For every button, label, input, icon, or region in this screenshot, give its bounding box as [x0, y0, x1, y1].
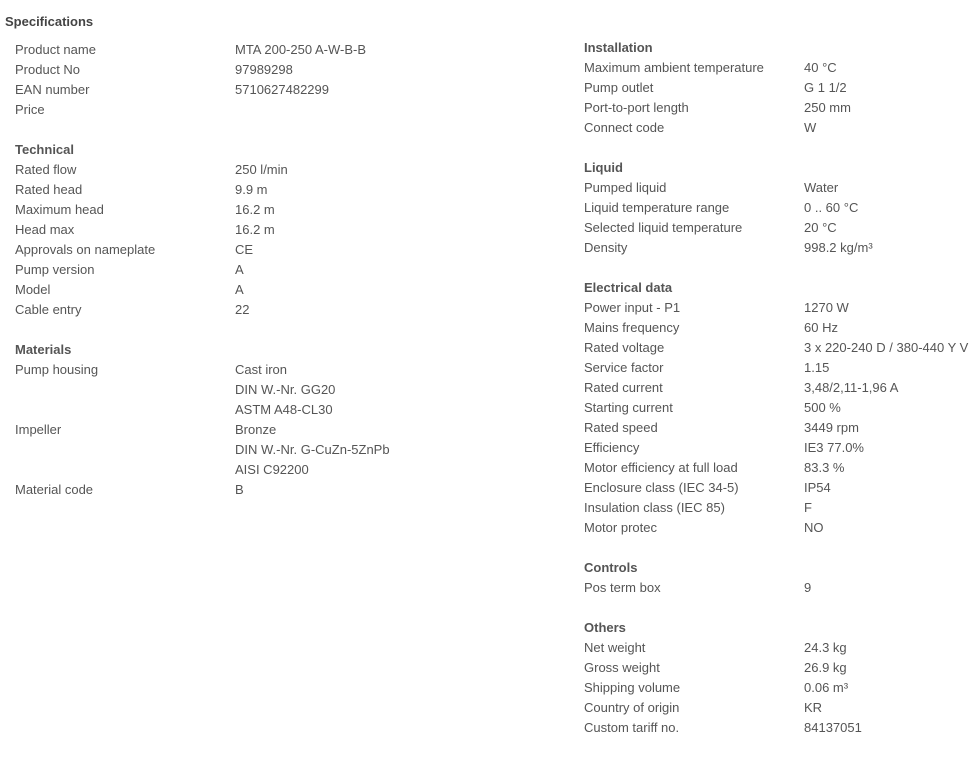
page-title: Specifications — [5, 14, 94, 29]
spec-row-custom-tariff-no — [584, 718, 978, 738]
spec-label: Net weight — [584, 640, 646, 655]
spec-value — [804, 338, 978, 358]
spec-value — [235, 240, 555, 260]
spec-value-line: DIN W.-Nr. G-CuZn-5ZnPb — [235, 442, 390, 457]
spec-label: Liquid temperature range — [584, 200, 730, 215]
spec-value — [804, 478, 978, 498]
spec-value-line: AISI C92200 — [235, 462, 309, 477]
spec-label: Price — [15, 102, 45, 117]
spec-label: Gross weight — [584, 660, 660, 675]
spec-label: Pumped liquid — [584, 180, 667, 195]
spec-value-line: A — [235, 282, 244, 297]
spec-label: Mains frequency — [584, 320, 680, 335]
section-heading: Controls — [584, 560, 638, 575]
spec-label: Rated head — [15, 182, 83, 197]
spec-row-maximum-head — [15, 200, 555, 220]
spec-value-line: KR — [804, 700, 823, 715]
spec-row-material-code — [15, 480, 555, 500]
spec-value-line: 97989298 — [235, 62, 293, 77]
spec-label: Pump version — [15, 262, 95, 277]
spec-row-efficiency — [584, 438, 978, 458]
spec-value — [804, 578, 978, 598]
spec-row-power-input-p1 — [584, 298, 978, 318]
spec-value-line: Cast iron — [235, 362, 288, 377]
spec-label: Product No — [15, 62, 81, 77]
section-heading: Technical — [15, 142, 75, 157]
spec-value-line: 0 .. 60 °C — [804, 200, 859, 215]
spec-label: Cable entry — [15, 302, 82, 317]
spec-value-line: CE — [235, 242, 254, 257]
section-heading: Liquid — [584, 160, 623, 175]
spec-label: Insulation class (IEC 85) — [584, 500, 725, 515]
spec-row-net-weight — [584, 638, 978, 658]
spec-row-connect-code — [584, 118, 978, 138]
spec-row-motor-protec — [584, 518, 978, 538]
spec-value-line: 3 x 220-240 D / 380-440 Y V — [804, 340, 969, 355]
spec-label: Service factor — [584, 360, 664, 375]
spec-label: Pos term box — [584, 580, 661, 595]
spec-value-line: 26.9 kg — [804, 660, 847, 675]
spec-value — [235, 200, 555, 220]
spec-label: Pump housing — [15, 362, 99, 377]
spec-value-line: 84137051 — [804, 720, 862, 735]
spec-section-liquid — [584, 158, 978, 258]
spec-label: Rated flow — [15, 162, 77, 177]
right-spec-column — [584, 38, 978, 758]
spec-value — [804, 418, 978, 438]
spec-row-country-of-origin — [584, 698, 978, 718]
section-heading: Electrical data — [584, 280, 673, 295]
spec-value-line: 16.2 m — [235, 202, 275, 217]
spec-row-service-factor — [584, 358, 978, 378]
spec-value — [804, 698, 978, 718]
spec-row-cable-entry — [15, 300, 555, 320]
spec-section-others — [584, 618, 978, 738]
spec-label: Product name — [15, 42, 96, 57]
spec-row-head-max — [15, 220, 555, 240]
spec-value — [804, 638, 978, 658]
spec-value-line: 5710627482299 — [235, 82, 329, 97]
spec-value-line: 9.9 m — [235, 182, 268, 197]
spec-value-line: W — [804, 120, 817, 135]
spec-label: Impeller — [15, 422, 62, 437]
spec-value — [235, 40, 555, 60]
spec-value — [235, 260, 555, 280]
spec-section-technical — [15, 140, 555, 320]
spec-label: Efficiency — [584, 440, 640, 455]
spec-value — [804, 218, 978, 238]
spec-value — [804, 358, 978, 378]
spec-label: Enclosure class (IEC 34-5) — [584, 480, 739, 495]
spec-value — [235, 420, 555, 480]
spec-value — [804, 518, 978, 538]
spec-value — [804, 458, 978, 478]
spec-row-starting-current — [584, 398, 978, 418]
spec-label: Motor protec — [584, 520, 657, 535]
spec-value — [804, 118, 978, 138]
spec-row-selected-liquid-temperature — [584, 218, 978, 238]
spec-row-ean-number — [15, 80, 555, 100]
spec-row-impeller — [15, 420, 555, 480]
spec-value-line: 20 °C — [804, 220, 837, 235]
spec-row-rated-speed — [584, 418, 978, 438]
spec-value — [235, 280, 555, 300]
spec-value-line: 250 l/min — [235, 162, 288, 177]
spec-value — [235, 480, 555, 500]
section-heading: Materials — [15, 342, 72, 357]
spec-value-line: B — [235, 482, 244, 497]
spec-value — [804, 678, 978, 698]
spec-value-line: 1270 W — [804, 300, 849, 315]
spec-value-line: 9 — [804, 580, 812, 595]
spec-value — [804, 658, 978, 678]
spec-label: Shipping volume — [584, 680, 681, 695]
spec-value — [235, 360, 555, 420]
spec-value-line: 24.3 kg — [804, 640, 847, 655]
spec-value-line: 3,48/2,11-1,96 A — [804, 380, 899, 395]
spec-row-rated-voltage — [584, 338, 978, 358]
spec-label: Material code — [15, 482, 94, 497]
spec-value-line: DIN W.-Nr. GG20 — [235, 382, 336, 397]
spec-label: Power input - P1 — [584, 300, 681, 315]
spec-label: Rated speed — [584, 420, 658, 435]
spec-label: EAN number — [15, 82, 90, 97]
spec-label: Motor efficiency at full load — [584, 460, 738, 475]
spec-label: Approvals on nameplate — [15, 242, 156, 257]
spec-value-line: Bronze — [235, 422, 277, 437]
spec-label: Rated voltage — [584, 340, 665, 355]
spec-value — [235, 180, 555, 200]
spec-value-line: ASTM A48-CL30 — [235, 402, 333, 417]
spec-label: Custom tariff no. — [584, 720, 680, 735]
spec-value — [804, 78, 978, 98]
spec-value-line: NO — [804, 520, 824, 535]
spec-row-enclosure-class-iec-34-5 — [584, 478, 978, 498]
spec-value — [235, 220, 555, 240]
spec-row-pump-version — [15, 260, 555, 280]
spec-section-electrical-data — [584, 278, 978, 538]
left-spec-column — [15, 40, 555, 520]
spec-label: Density — [584, 240, 628, 255]
spec-value-line: G 1 1/2 — [804, 80, 847, 95]
section-heading: Installation — [584, 40, 653, 55]
spec-value-line: 60 Hz — [804, 320, 838, 335]
spec-value-line: F — [804, 500, 812, 515]
spec-label: Country of origin — [584, 700, 680, 715]
spec-value-line: 998.2 kg/m³ — [804, 240, 873, 255]
spec-row-port-to-port-length — [584, 98, 978, 118]
spec-value-line: 83.3 % — [804, 460, 845, 475]
spec-label: Starting current — [584, 400, 673, 415]
spec-value — [804, 198, 978, 218]
spec-row-liquid-temperature-range — [584, 198, 978, 218]
spec-value — [804, 438, 978, 458]
spec-row-motor-efficiency-at-full-load — [584, 458, 978, 478]
spec-value-line: 1.15 — [804, 360, 830, 375]
spec-label: Maximum ambient temperature — [584, 60, 764, 75]
spec-row-rated-head — [15, 180, 555, 200]
spec-value — [804, 318, 978, 338]
spec-value-line: 250 mm — [804, 100, 851, 115]
spec-row-product-no — [15, 60, 555, 80]
spec-label: Selected liquid temperature — [584, 220, 743, 235]
spec-row-product-name — [15, 40, 555, 60]
spec-value-line: 16.2 m — [235, 222, 275, 237]
spec-value-line: 500 % — [804, 400, 841, 415]
spec-section-general — [15, 40, 555, 120]
spec-row-mains-frequency — [584, 318, 978, 338]
spec-value-line: 3449 rpm — [804, 420, 859, 435]
spec-value-line: 40 °C — [804, 60, 837, 75]
spec-row-maximum-ambient-temperature — [584, 58, 978, 78]
spec-value-line: IP54 — [804, 480, 831, 495]
spec-value-line — [235, 100, 555, 120]
spec-row-gross-weight — [584, 658, 978, 678]
spec-value — [804, 298, 978, 318]
spec-value-line: 0.06 m³ — [804, 680, 849, 695]
spec-label: Model — [15, 282, 51, 297]
spec-label: Pump outlet — [584, 80, 654, 95]
section-heading: Others — [584, 620, 626, 635]
spec-section-installation — [584, 38, 978, 138]
spec-row-pos-term-box — [584, 578, 978, 598]
spec-row-shipping-volume — [584, 678, 978, 698]
spec-value — [235, 80, 555, 100]
spec-value — [235, 60, 555, 80]
spec-value — [235, 300, 555, 320]
spec-value-line: 22 — [235, 302, 250, 317]
spec-value-line: Water — [804, 180, 839, 195]
spec-label: Connect code — [584, 120, 665, 135]
spec-value — [804, 378, 978, 398]
spec-value-line: A — [235, 262, 244, 277]
spec-value — [804, 58, 978, 78]
spec-row-insulation-class-iec-85 — [584, 498, 978, 518]
spec-label: Head max — [15, 222, 75, 237]
spec-value — [804, 238, 978, 258]
spec-label: Rated current — [584, 380, 663, 395]
spec-value — [804, 178, 978, 198]
spec-row-rated-current — [584, 378, 978, 398]
spec-value — [804, 98, 978, 118]
spec-value — [804, 498, 978, 518]
spec-label: Maximum head — [15, 202, 104, 217]
spec-section-materials — [15, 340, 555, 500]
spec-section-controls — [584, 558, 978, 598]
spec-row-model — [15, 280, 555, 300]
spec-row-rated-flow — [15, 160, 555, 180]
spec-row-pump-outlet — [584, 78, 978, 98]
spec-value-line: MTA 200-250 A-W-B-B — [235, 42, 367, 57]
spec-row-pump-housing — [15, 360, 555, 420]
spec-value — [235, 160, 555, 180]
spec-label: Port-to-port length — [584, 100, 689, 115]
spec-row-pumped-liquid — [584, 178, 978, 198]
spec-value — [804, 398, 978, 418]
spec-row-approvals-on-nameplate — [15, 240, 555, 260]
spec-row-price — [15, 100, 555, 120]
spec-value-line: IE3 77.0% — [804, 440, 864, 455]
spec-row-density — [584, 238, 978, 258]
spec-value — [235, 100, 555, 120]
spec-value — [804, 718, 978, 738]
